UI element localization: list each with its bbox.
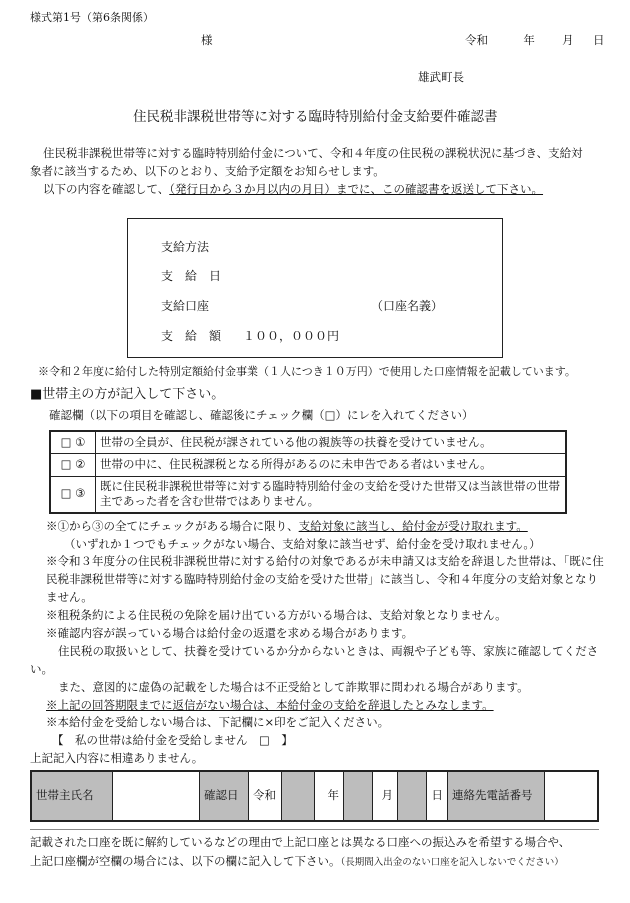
item-number: ③ [75,486,86,501]
note-fraud: また、意図的に虚偽の記載をした場合は不正受給として詐欺罪に問われる場合があります。 [58,680,529,694]
issuer: 雄武町長 [418,70,464,84]
note-ineligible: （いずれか１つでもチェックがない場合、支給対象に該当せず、給付金を受け取れません。） [64,537,541,551]
note-dependents: 住民税の取扱いとして、扶養を受けているか分からないときは、両親や子ども等、家族に確認してください。 [30,644,599,676]
note-tax-treaty: ※租税条約による住民税の免除を届け出ている方がいる場合は、支給対象となりません。 [46,608,507,622]
footer-divider [30,829,599,830]
footer-line-1: 記載された口座を既に解約しているなどの理由で上記口座とは異なる口座への振込みを希望する場合や、 [30,835,571,849]
payment-account-label: 支給口座 [161,299,210,313]
year-field[interactable] [282,771,315,821]
checklist-row [50,431,566,454]
check-instruction: 確認欄（以下の項目を確認し、確認後にチェック欄（□）にレを入れてください） [49,408,474,422]
day-label: 日 [427,771,448,821]
date-era-cell: 令和 [249,771,282,821]
payment-info-box [127,218,503,358]
day-field[interactable] [398,771,427,821]
date-day: 日 [592,33,605,47]
month-field[interactable] [344,771,373,821]
note-fy3: ※令和３年度分の住民税非課税世帯に対する給付の対象であるが未申請又は支給を辞退した世帯は、「既に住民税非課税世帯等に対する臨時特別給付金の支給を受けた世帯」に該当し、令和４年度分の支給対象となりません。 [46,554,604,604]
signature-table [30,770,599,822]
checklist-item-text: 世帯の中に、住民税課税となる所得があるのに未申告である者はいません。 [96,454,567,476]
note-eligibility: ※①から③の全てにチェックがある場合に限り、支給対象に該当し、給付金が受け取れます。 [46,519,528,533]
checkbox-1[interactable]: □ ① [50,431,96,454]
section-heading: ■世帯主の方が記入して下さい。 [30,387,225,402]
head-name-field[interactable] [113,771,200,821]
account-note: ※令和２年度に給付した特別定額給付金事業（１人につき１０万円）で使用した口座情報を記載しています。 [38,365,576,378]
note-refund: ※確認内容が誤っている場合は給付金の返還を求める場合があります。 [46,626,414,640]
date-line [465,32,604,49]
payment-amount-value: １００，０００円 [243,329,340,343]
footer-line-2: 上記口座欄が空欄の場合には、以下の欄に記入して下さい。（長期間入出金のない口座を記入しないでください） [30,854,564,868]
item-number: ② [75,457,86,472]
month-label: 月 [373,771,398,821]
payment-date-label: 支 給 日 [161,269,222,283]
head-name-label: 世帯主氏名 [31,771,113,821]
year-label: 年 [315,771,344,821]
date-year: 年 [523,33,535,47]
phone-label: 連絡先電話番号 [448,771,545,821]
intro-line-3 [43,181,543,198]
checklist-item-text: 既に住民税非課税世帯等に対する臨時特別給付金の支給を受けた世帯又は当該世帯の世帯主であった者を含む世帯ではありません。 [96,476,567,513]
payment-amount-label: 支 給 額 [161,329,222,343]
checklist-row [50,476,566,513]
checkbox-2[interactable]: □ ② [50,454,96,476]
checklist-row [50,454,566,476]
intro-line-1: 住民税非課税世帯等に対する臨時特別給付金について、令和４年度の住民税の課税状況に基づき、支給対 [43,146,583,160]
checkbox-3[interactable]: □ ③ [50,476,96,513]
addressee-suffix: 様 [201,33,213,47]
confirm-date-label: 確認日 [200,771,249,821]
account-holder-label: （口座名義） [371,299,444,313]
phone-field[interactable] [545,771,599,821]
note-decline-instruction: ※本給付金を受給しない場合は、下記欄に×印をご記入ください。 [46,715,390,729]
checklist-item-text: 世帯の全員が、住民税が課されている他の親族等の扶養を受けていません。 [96,431,567,454]
document-title: 住民税非課税世帯等に対する臨時特別給付金支給要件確認書 [133,109,498,125]
form-number: 様式第1号（第6条関係） [30,11,154,24]
intro-line-3-prefix: 以下の内容を確認して、 [43,182,170,196]
payment-method-label: 支給方法 [161,240,210,254]
date-era: 令和 [465,33,488,47]
decline-checkbox-line[interactable]: 【 私の世帯は給付金を受給しません □ 】 [52,733,293,747]
date-month: 月 [562,33,574,47]
note-deadline: ※上記の回答期限までに返信がない場合は、本給付金の支給を辞退したとみなします。 [46,698,494,712]
response-deadline: （発行日から３か月以内の月日）までに、この確認書を返送して下さい。 [169,182,544,196]
confirmation-checklist [49,430,567,514]
intro-line-2: 象者に該当するため、以下のとおり、支給予定額をお知らせします。 [30,164,385,178]
affirmation: 上記記入内容に相違ありません。 [30,751,204,765]
item-number: ① [75,435,86,449]
